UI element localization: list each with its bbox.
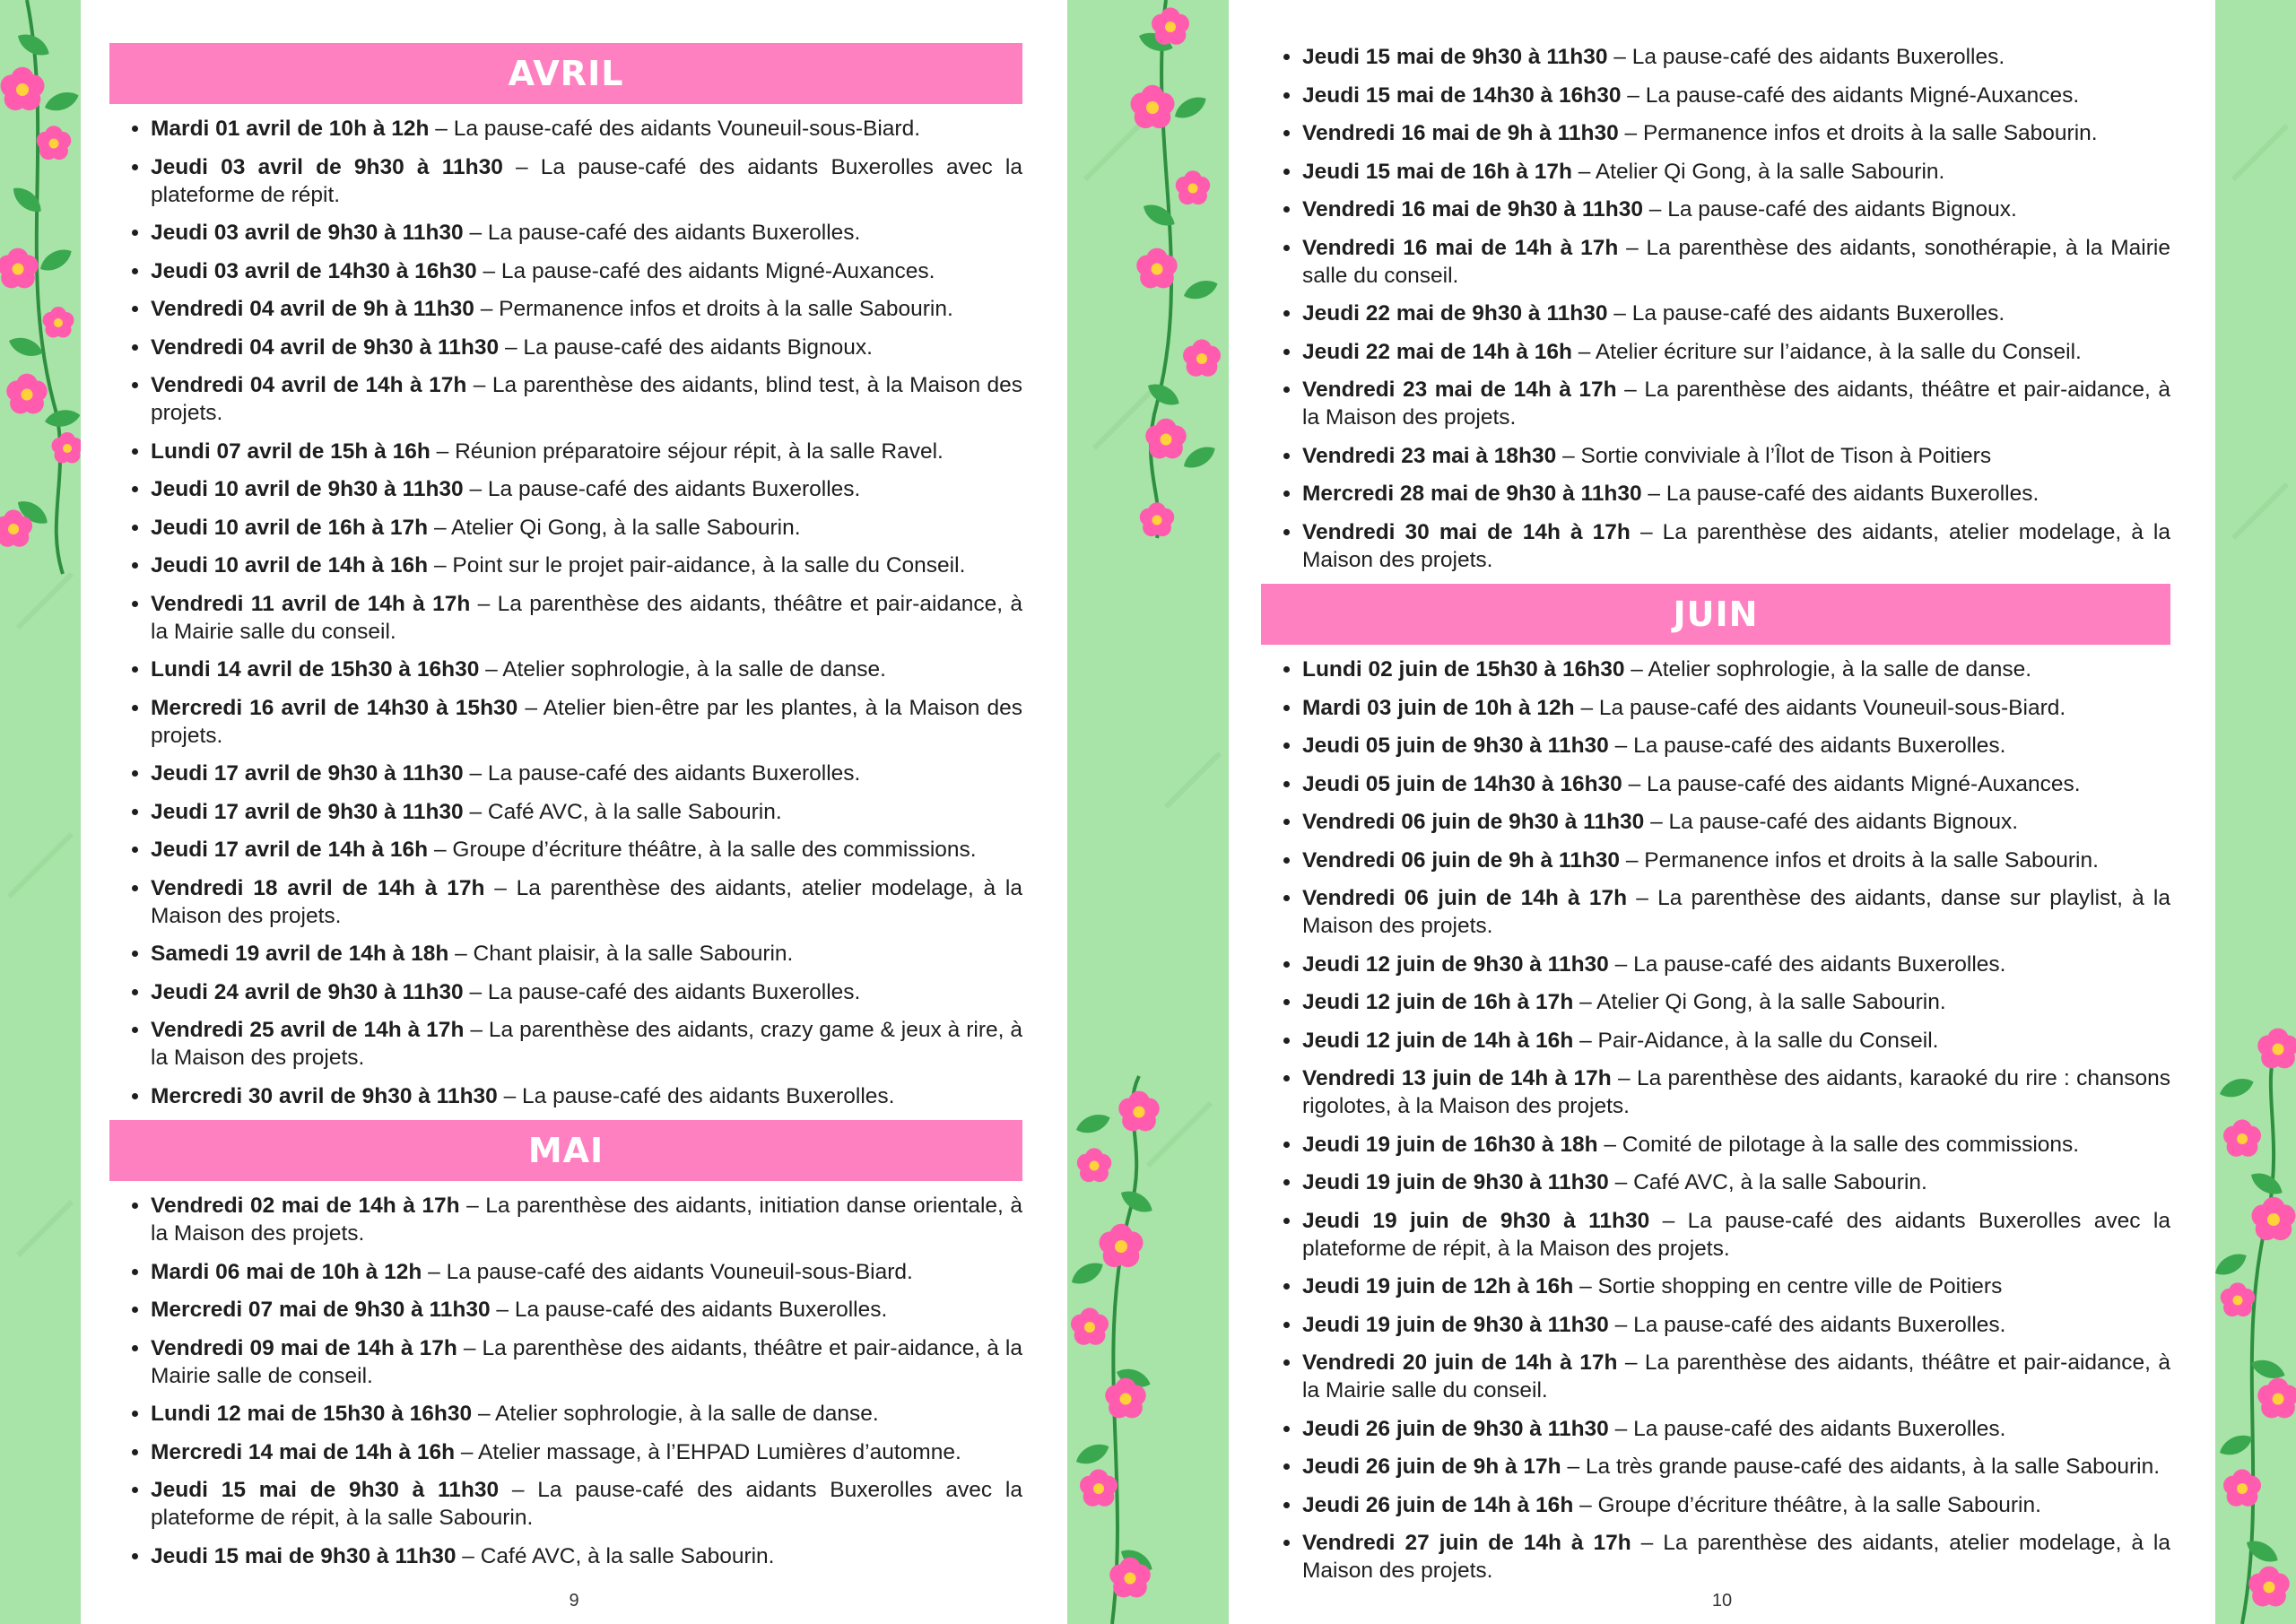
list-item: • Vendredi 04 avril de 9h à 11h30 – Permanence infos et droits à la salle Sabourin. [151,295,1022,323]
list-item: • Mercredi 16 avril de 14h30 à 15h30 – Atelier bien-être par les plantes, à la Maison des projets. [151,694,1022,750]
event-date: Jeudi 19 juin de 9h30 à 11h30 [1302,1170,1609,1194]
list-item: • Jeudi 12 juin de 14h à 16h – Pair-Aidance, à la salle du Conseil. [1302,1027,2170,1055]
list-item: • Jeudi 19 juin de 9h30 à 11h30 – Café AVC, à la salle Sabourin. [1302,1168,2170,1196]
list-item: • Vendredi 11 avril de 14h à 17h – La parenthèse des aidants, théâtre et pair-aidance, à la Mairie salle du conseil. [151,590,1022,646]
event-description: La parenthèse des aidants, initiation danse orientale, à la Maison des projets. [151,1194,1022,1246]
page-number: 9 [569,1591,579,1611]
list-item: • Vendredi 18 avril de 14h à 17h – La parenthèse des aidants, atelier modelage, à la Maison des projets. [151,874,1022,930]
event-description: La parenthèse des aidants, danse sur playlist, à la Maison des projets. [1302,886,2170,938]
event-date: Lundi 02 juin de 15h30 à 16h30 [1302,657,1625,682]
list-item: • Jeudi 26 juin de 9h à 17h – La très grande pause-café des aidants, à la salle Sabourin. [1302,1453,2170,1481]
event-list-juin [1261,656,2170,1585]
event-date: Lundi 12 mai de 15h30 à 16h30 [151,1402,473,1426]
list-item: • Vendredi 27 juin de 14h à 17h – La parenthèse des aidants, atelier modelage, à la Maison des projets. [1302,1529,2170,1585]
event-description: La pause-café des aidants Migné-Auxances. [500,258,935,283]
list-item: • Jeudi 15 mai de 9h30 à 11h30 – La pause-café des aidants Buxerolles avec la plateforme de répit, à la salle Sabourin. [151,1476,1022,1532]
event-date: Jeudi 26 juin de 9h à 17h [1302,1455,1561,1479]
event-description: Atelier Qi Gong, à la salle Sabourin. [1595,159,1945,184]
list-item: • Jeudi 10 avril de 14h à 16h – Point sur le projet pair-aidance, à la salle du Conseil. [151,551,1022,579]
list-item: • Lundi 02 juin de 15h30 à 16h30 – Atelier sophrologie, à la salle de danse. [1302,656,2170,683]
list-item: • Jeudi 19 juin de 16h30 à 18h – Comité de pilotage à la salle des commissions. [1302,1131,2170,1159]
list-item: • Vendredi 06 juin de 9h à 11h30 – Permanence infos et droits à la salle Sabourin. [1302,847,2170,874]
event-date: Jeudi 03 avril de 9h30 à 11h30 [151,221,464,245]
event-date: Vendredi 27 juin de 14h à 17h [1302,1531,1631,1555]
event-description: La pause-café des aidants Migné-Auxances. [1647,771,2081,796]
event-description: La parenthèse des aidants, atelier modelage, à la Maison des projets. [1302,1531,2170,1583]
list-item: • Mardi 01 avril de 10h à 12h – La pause-café des aidants Vouneuil-sous-Biard. [151,115,1022,143]
event-date: Jeudi 05 juin de 14h30 à 16h30 [1302,771,1622,796]
event-description: Permanence infos et droits à la salle Sabourin. [1644,847,2099,873]
event-description: Atelier bien-être par les plantes, à la Maison des projets. [151,695,1022,748]
event-date: Jeudi 03 avril de 9h30 à 11h30 [151,154,503,179]
event-description: Sortie conviviale à l’Îlot de Tison à Poitiers [1580,443,1992,468]
event-description: Groupe d’écriture théâtre, à la salle des commissions. [452,838,977,862]
event-description: La pause-café des aidants Buxerolles. [1633,1312,2006,1337]
event-date: Vendredi 25 avril de 14h à 17h [151,1018,465,1042]
list-item: • Vendredi 02 mai de 14h à 17h – La parenthèse des aidants, initiation danse orientale, à la Maison des projets. [151,1192,1022,1247]
event-date: Mercredi 14 mai de 14h à 16h [151,1439,456,1464]
event-date: Mardi 06 mai de 10h à 12h [151,1259,422,1284]
event-description: Atelier Qi Gong, à la salle Sabourin. [1596,990,1946,1014]
list-item: • Jeudi 19 juin de 9h30 à 11h30 – La pause-café des aidants Buxerolles. [1302,1311,2170,1339]
page-number: 10 [1711,1591,1733,1611]
event-date: Vendredi 04 avril de 14h à 17h [151,373,467,397]
event-date: Jeudi 10 avril de 14h à 16h [151,553,429,578]
list-item: • Jeudi 03 avril de 9h30 à 11h30 – La pause-café des aidants Buxerolles. [151,219,1022,247]
list-item: • Vendredi 25 avril de 14h à 17h – La parenthèse des aidants, crazy game & jeux à rire, à la Maison des projets. [151,1016,1022,1072]
list-item: • Mercredi 28 mai de 9h30 à 11h30 – La pause-café des aidants Buxerolles. [1302,480,2170,508]
event-date: Jeudi 10 avril de 16h à 17h [151,515,429,540]
list-item: • Samedi 19 avril de 14h à 18h – Chant plaisir, à la salle Sabourin. [151,940,1022,968]
list-item: • Jeudi 15 mai de 9h30 à 11h30 – La pause-café des aidants Buxerolles. [1302,43,2170,71]
list-item: • Jeudi 12 juin de 9h30 à 11h30 – La pause-café des aidants Buxerolles. [1302,951,2170,978]
list-item: • Vendredi 06 juin de 14h à 17h – La parenthèse des aidants, danse sur playlist, à la Maison des projets. [1302,884,2170,940]
event-description: La pause-café des aidants Buxerolles. [514,1298,888,1322]
list-item: • Jeudi 17 avril de 9h30 à 11h30 – Café AVC, à la salle Sabourin. [151,798,1022,826]
list-item: • Vendredi 23 mai de 14h à 17h – La parenthèse des aidants, théâtre et pair-aidance, à la Maison des projets. [1302,376,2170,431]
list-item: • Mercredi 30 avril de 9h30 à 11h30 – La pause-café des aidants Buxerolles. [151,1082,1022,1110]
list-item: • Vendredi 09 mai de 14h à 17h – La parenthèse des aidants, théâtre et pair-aidance, à la Mairie salle de conseil. [151,1334,1022,1390]
event-date: Vendredi 18 avril de 14h à 17h [151,875,485,900]
event-date: Vendredi 30 mai de 14h à 17h [1302,519,1631,544]
event-description: Atelier sophrologie, à la salle de danse. [502,657,886,682]
event-date: Vendredi 16 mai de 9h à 11h30 [1302,121,1619,145]
list-item: • Jeudi 12 juin de 16h à 17h – Atelier Qi Gong, à la salle Sabourin. [1302,988,2170,1016]
event-date: Jeudi 03 avril de 14h30 à 16h30 [151,258,477,283]
event-date: Jeudi 24 avril de 9h30 à 11h30 [151,979,464,1004]
event-description: La pause-café des aidants Vouneuil-sous-Biard. [1598,695,2066,720]
event-date: Jeudi 19 juin de 16h30 à 18h [1302,1132,1598,1157]
event-description: La pause-café des aidants Buxerolles. [1633,734,2006,758]
event-description: La pause-café des aidants Buxerolles. [487,477,861,501]
list-item: • Jeudi 03 avril de 14h30 à 16h30 – La pause-café des aidants Migné-Auxances. [151,257,1022,285]
event-date: Mercredi 30 avril de 9h30 à 11h30 [151,1083,498,1108]
event-date: Vendredi 23 mai à 18h30 [1302,443,1557,468]
event-date: Jeudi 05 juin de 9h30 à 11h30 [1302,734,1609,758]
event-description: Café AVC, à la salle Sabourin. [1633,1170,1927,1194]
event-date: Jeudi 15 mai de 16h à 17h [1302,159,1572,184]
list-item: • Jeudi 19 juin de 12h à 16h – Sortie shopping en centre ville de Poitiers [1302,1272,2170,1300]
event-description: Café AVC, à la salle Sabourin. [480,1543,775,1568]
list-item: • Jeudi 22 mai de 9h30 à 11h30 – La pause-café des aidants Buxerolles. [1302,300,2170,327]
event-date: Jeudi 15 mai de 9h30 à 11h30 [151,1478,500,1502]
event-description: Comité de pilotage à la salle des commissions. [1622,1132,2080,1157]
event-list-mai [109,1192,1022,1570]
event-description: La parenthèse des aidants, théâtre et pair-aidance, à la Mairie salle de conseil. [151,1335,1022,1388]
event-description: La parenthèse des aidants, karaoké du rire : chansons rigolotes, à la Maison des projets. [1302,1066,2170,1118]
list-item: • Jeudi 22 mai de 14h à 16h – Atelier écriture sur l’aidance, à la salle du Conseil. [1302,338,2170,366]
event-list-mai-continued [1261,43,2170,574]
event-date: Vendredi 16 mai de 9h30 à 11h30 [1302,197,1643,221]
event-description: Atelier massage, à l’EHPAD Lumières d’automne. [477,1439,961,1464]
event-description: Permanence infos et droits à la salle Sabourin. [499,297,953,321]
list-item: • Jeudi 05 juin de 14h30 à 16h30 – La pause-café des aidants Migné-Auxances. [1302,770,2170,798]
event-description: La pause-café des aidants Vouneuil-sous-Biard. [453,117,921,141]
event-description: La pause-café des aidants Buxerolles avec la plateforme de répit. [151,154,1022,207]
event-date: Vendredi 06 juin de 9h30 à 11h30 [1302,810,1645,834]
event-description: La parenthèse des aidants, atelier modelage, à la Maison des projets. [151,875,1022,928]
event-description: La très grande pause-café des aidants, à la salle Sabourin. [1585,1455,2161,1479]
event-description: La pause-café des aidants Buxerolles. [487,221,861,245]
event-date: Lundi 14 avril de 15h30 à 16h30 [151,657,480,682]
list-item: • Vendredi 20 juin de 14h à 17h – La parenthèse des aidants, théâtre et pair-aidance, à la Mairie salle du conseil. [1302,1349,2170,1404]
event-date: Vendredi 09 mai de 14h à 17h [151,1335,457,1360]
event-description: Sortie shopping en centre ville de Poitiers [1597,1274,2003,1298]
list-item: • Vendredi 06 juin de 9h30 à 11h30 – La pause-café des aidants Bignoux. [1302,808,2170,836]
list-item: • Jeudi 17 avril de 14h à 16h – Groupe d’écriture théâtre, à la salle des commissions. [151,836,1022,864]
list-item: • Jeudi 10 avril de 9h30 à 11h30 – La pause-café des aidants Buxerolles. [151,475,1022,503]
event-description: La parenthèse des aidants, sonothérapie, à la Mairie salle du conseil. [1302,235,2170,288]
list-item: • Vendredi 23 mai à 18h30 – Sortie conviviale à l’Îlot de Tison à Poitiers [1302,442,2170,470]
list-item: • Lundi 14 avril de 15h30 à 16h30 – Atelier sophrologie, à la salle de danse. [151,656,1022,683]
event-date: Mercredi 28 mai de 9h30 à 11h30 [1302,482,1642,506]
event-description: Chant plaisir, à la salle Sabourin. [473,942,794,966]
list-item: • Vendredi 04 avril de 9h30 à 11h30 – La pause-café des aidants Bignoux. [151,334,1022,361]
list-item: • Vendredi 16 mai de 9h30 à 11h30 – La pause-café des aidants Bignoux. [1302,195,2170,223]
event-description: Pair-Aidance, à la salle du Conseil. [1597,1028,1939,1053]
event-list-avril [109,115,1022,1110]
event-description: La pause-café des aidants Buxerolles. [1631,301,2005,326]
event-description: La pause-café des aidants Bignoux. [523,334,873,360]
right-page [1229,0,2215,1624]
event-date: Jeudi 17 avril de 9h30 à 11h30 [151,761,464,786]
event-description: La pause-café des aidants Buxerolles. [522,1083,895,1108]
event-description: La pause-café des aidants Buxerolles. [1633,951,2006,977]
event-description: Point sur le projet pair-aidance, à la salle du Conseil. [452,553,966,578]
event-date: Jeudi 19 juin de 9h30 à 11h30 [1302,1312,1609,1337]
event-description: La pause-café des aidants Bignoux. [1668,810,2019,834]
event-date: Lundi 07 avril de 15h à 16h [151,439,430,464]
event-date: Jeudi 15 mai de 14h30 à 16h30 [1302,83,1622,108]
event-description: La parenthèse des aidants, théâtre et pair-aidance, à la Mairie salle du conseil. [1302,1350,2170,1403]
list-item: • Jeudi 24 avril de 9h30 à 11h30 – La pause-café des aidants Buxerolles. [151,978,1022,1006]
left-page [81,0,1067,1624]
event-description: Café AVC, à la salle Sabourin. [487,799,782,824]
event-date: Vendredi 16 mai de 14h à 17h [1302,235,1619,260]
event-date: Vendredi 13 juin de 14h à 17h [1302,1066,1612,1090]
event-description: La pause-café des aidants Bignoux. [1667,197,2017,221]
event-description: La pause-café des aidants Buxerolles avec la plateforme de répit, à la salle Sabourin. [151,1478,1022,1530]
event-date: Jeudi 12 juin de 9h30 à 11h30 [1302,951,1609,977]
event-description: La pause-café des aidants Buxerolles avec la plateforme de répit, à la Maison des projets. [1302,1208,2170,1261]
list-item: • Jeudi 15 mai de 9h30 à 11h30 – Café AVC, à la salle Sabourin. [151,1542,1022,1570]
event-description: La parenthèse des aidants, atelier modelage, à la Maison des projets. [1302,519,2170,572]
event-date: Jeudi 19 juin de 12h à 16h [1302,1274,1574,1298]
event-date: Jeudi 12 juin de 16h à 17h [1302,990,1574,1014]
event-description: Atelier écriture sur l’aidance, à la salle du Conseil. [1595,339,2082,364]
event-date: Jeudi 22 mai de 9h30 à 11h30 [1302,301,1608,326]
event-date: Vendredi 02 mai de 14h à 17h [151,1194,460,1218]
event-date: Vendredi 11 avril de 14h à 17h [151,591,471,616]
event-date: Mercredi 07 mai de 9h30 à 11h30 [151,1298,491,1322]
event-description: La parenthèse des aidants, théâtre et pair-aidance, à la Mairie salle du conseil. [151,591,1022,644]
list-item: • Vendredi 16 mai de 9h à 11h30 – Permanence infos et droits à la salle Sabourin. [1302,119,2170,147]
list-item: • Jeudi 17 avril de 9h30 à 11h30 – La pause-café des aidants Buxerolles. [151,760,1022,787]
event-description: Groupe d’écriture théâtre, à la salle Sabourin. [1597,1492,2041,1517]
list-item: • Mercredi 14 mai de 14h à 16h – Atelier massage, à l’EHPAD Lumières d’automne. [151,1438,1022,1466]
event-date: Mardi 01 avril de 10h à 12h [151,117,430,141]
list-item: • Jeudi 15 mai de 14h30 à 16h30 – La pause-café des aidants Migné-Auxances. [1302,82,2170,109]
list-item: • Mercredi 07 mai de 9h30 à 11h30 – La pause-café des aidants Buxerolles. [151,1296,1022,1324]
list-item: • Vendredi 16 mai de 14h à 17h – La parenthèse des aidants, sonothérapie, à la Mairie salle du conseil. [1302,234,2170,290]
event-description: Atelier sophrologie, à la salle de danse. [1648,657,2032,682]
event-date: Vendredi 06 juin de 9h à 11h30 [1302,847,1621,873]
list-item: • Jeudi 05 juin de 9h30 à 11h30 – La pause-café des aidants Buxerolles. [1302,732,2170,760]
event-date: Jeudi 10 avril de 9h30 à 11h30 [151,477,464,501]
event-date: Jeudi 17 avril de 9h30 à 11h30 [151,799,464,824]
event-description: La pause-café des aidants Buxerolles. [1665,482,2039,506]
section-banner-juin: JUIN [1261,584,2170,645]
event-date: Jeudi 17 avril de 14h à 16h [151,838,429,862]
event-date: Jeudi 15 mai de 9h30 à 11h30 [1302,45,1608,69]
list-item: • Jeudi 26 juin de 9h30 à 11h30 – La pause-café des aidants Buxerolles. [1302,1415,2170,1443]
event-date: Mercredi 16 avril de 14h30 à 15h30 [151,695,518,720]
list-item: • Vendredi 13 juin de 14h à 17h – La parenthèse des aidants, karaoké du rire : chansons rigolotes, à la Maison des projets. [1302,1064,2170,1120]
event-date: Jeudi 15 mai de 9h30 à 11h30 [151,1543,457,1568]
event-description: La pause-café des aidants Buxerolles. [1631,45,2005,69]
event-description: La pause-café des aidants Migné-Auxances. [1645,83,2080,108]
section-banner-avril: AVRIL [109,43,1022,104]
section-banner-mai: MAI [109,1120,1022,1181]
event-description: Atelier sophrologie, à la salle de danse. [495,1402,879,1426]
event-description: La parenthèse des aidants, blind test, à la Maison des projets. [151,373,1023,425]
event-date: Jeudi 22 mai de 14h à 16h [1302,339,1572,364]
list-item: • Jeudi 26 juin de 14h à 16h – Groupe d’écriture théâtre, à la salle Sabourin. [1302,1491,2170,1519]
list-item: • Lundi 07 avril de 15h à 16h – Réunion préparatoire séjour répit, à la salle Ravel. [151,438,1022,465]
event-date: Mardi 03 juin de 10h à 12h [1302,695,1575,720]
list-item: • Vendredi 04 avril de 14h à 17h – La parenthèse des aidants, blind test, à la Maison des projets. [151,371,1022,427]
event-date: Vendredi 04 avril de 9h à 11h30 [151,297,474,321]
list-item: • Jeudi 19 juin de 9h30 à 11h30 – La pause-café des aidants Buxerolles avec la plateforme de répit, à la Maison des projets. [1302,1207,2170,1263]
event-date: Jeudi 19 juin de 9h30 à 11h30 [1302,1208,1650,1233]
list-item: • Jeudi 03 avril de 9h30 à 11h30 – La pause-café des aidants Buxerolles avec la plateforme de répit. [151,153,1022,209]
event-description: La parenthèse des aidants, crazy game & jeux à rire, à la Maison des projets. [151,1018,1022,1070]
event-date: Vendredi 20 juin de 14h à 17h [1302,1350,1618,1375]
list-item: • Jeudi 10 avril de 16h à 17h – Atelier Qi Gong, à la salle Sabourin. [151,514,1022,542]
event-description: La pause-café des aidants Buxerolles. [487,761,861,786]
event-date: Vendredi 06 juin de 14h à 17h [1302,886,1628,910]
list-item: • Vendredi 30 mai de 14h à 17h – La parenthèse des aidants, atelier modelage, à la Maison des projets. [1302,518,2170,574]
event-date: Jeudi 26 juin de 14h à 16h [1302,1492,1574,1517]
list-item: • Lundi 12 mai de 15h30 à 16h30 – Atelier sophrologie, à la salle de danse. [151,1400,1022,1428]
list-item: • Mardi 03 juin de 10h à 12h – La pause-café des aidants Vouneuil-sous-Biard. [1302,694,2170,722]
event-date: Vendredi 23 mai de 14h à 17h [1302,378,1617,402]
event-date: Jeudi 12 juin de 14h à 16h [1302,1028,1574,1053]
event-date: Vendredi 04 avril de 9h30 à 11h30 [151,334,500,360]
event-description: La pause-café des aidants Buxerolles. [1633,1416,2006,1441]
event-description: Permanence infos et droits à la salle Sabourin. [1642,121,2098,145]
event-description: La pause-café des aidants Vouneuil-sous-Biard. [446,1259,913,1284]
event-description: La parenthèse des aidants, théâtre et pair-aidance, à la Maison des projets. [1302,378,2171,430]
event-description: Atelier Qi Gong, à la salle Sabourin. [451,515,801,540]
event-description: Réunion préparatoire séjour répit, à la salle Ravel. [455,439,944,464]
list-item: • Mardi 06 mai de 10h à 12h – La pause-café des aidants Vouneuil-sous-Biard. [151,1258,1022,1286]
event-description: La pause-café des aidants Buxerolles. [487,979,861,1004]
event-date: Jeudi 26 juin de 9h30 à 11h30 [1302,1416,1609,1441]
event-date: Samedi 19 avril de 14h à 18h [151,942,449,966]
list-item: • Jeudi 15 mai de 16h à 17h – Atelier Qi Gong, à la salle Sabourin. [1302,158,2170,186]
